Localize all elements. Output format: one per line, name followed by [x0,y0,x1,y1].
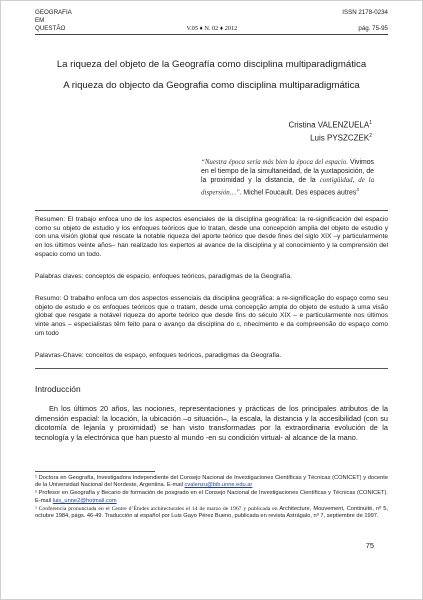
abstract-top-rule [35,210,388,211]
abstract-spanish: Resumen: El trabajo enfoca uno de los aspectos esenciales de la disciplina geográfica: la re-significación del espacio como su objeto de estudio y los enfoques teóricos que lo tratan, desde una concepción amplia del objeto de estudio y con una visión global que rescate la notable riqueza del aporte teórico que desde fines del siglo XIX –y particularmente en los últimos veinte años– han realizado los expertos al avance de la disciplina y al conocimiento y la comprensión del espacio como un todo. [35,216,388,258]
epigraph-note-ref: 3 [356,187,359,192]
page-number: 75 [365,541,374,550]
abstract-portuguese: Resumo: O trabalho enfoca um dos aspectos essenciais da disciplina geográfica: a re-significação do espaço como seu objeto de estudo e os enfoques teóricos que o tratam, desde uma concepção ampla do objeto de estudo à uma visão global que resgate a notável riqueza do aporte teórico que desde fins do século XIX – e particularmente nos últimos vinte anos – especialistas têm feito para o avanço da disciplina do c, nhecimento e da compreensão do espaço como um todo [35,295,388,337]
page-range: pág. 75-95 [358,25,388,32]
epigraph-source: Des espaces autres [295,189,357,197]
author-1: Cristina VALENZUELA$^1$ [288,120,372,130]
journal-name-line2: EM [35,17,45,24]
title-portuguese: A riqueza do objecto da Geografia como disciplina multiparadigmática [63,80,360,91]
keywords-portuguese: Palavras-Chave: conceitos de espaço, enfoques teóricos, paradigmas da Geografia. [35,352,282,359]
epigraph [201,158,374,197]
epigraph-quote-end: contigüidad, de la dispersión…”. [201,177,375,197]
journal-name-line3: QUESTÃO [35,25,66,32]
footnote-rule [35,471,155,472]
title-spanish: La riqueza del objeto de la Geografía como disciplina multiparadigmática [56,59,367,70]
footnote-1: ¹ Doctora en Geografía, Investigadora Independiente del Consejo Nacional de Investigaciones Científicas y Técnicas (CONICET) y docente de la Universidad Nacional del Nordeste, Argentina. E-mail cvalenzu@bib.unne.edu.ar [35,475,388,489]
footnote-3: ³ Conferencia pronunciada en el Centre d’Études architecturales el 14 de marzo de 1967 y publicada en Architecture, Mouvement, Continuité, nº 5, octubre 1984, págs. 46-49. Traducción al español por Luis Gayo Pérez Bueno, publicada en revista Astrágalo, nº 7, septiembre de 1997. [35,505,389,520]
keywords-spanish: Palabras claves: conceptos de espacio, enfoques teóricos, paradigmas de la Geografía. [35,273,292,280]
email-link-valenzuela[interactable]: cvalenzu@bib.unne.edu.ar [184,482,253,489]
epigraph-quote-middle: Vivimos en el tiempo de la simultaneidad, de la yuxtaposición, de la proximidad y la distancia, de la [201,159,374,184]
introduction-paragraph: En los últimos 20 años, las nociones, representaciones y prácticas de los principales atributos de la dimensión espacial: la locación, la ubicación –o situación–, la escala, la distancia y la accesibilidad (con su dicotomía de lejanía y proximidad) se han visto transformadas por la extraordinaria evolución de la tecnología y la electrónica que han puesto al mundo -en su condición virtual- al alcance de la mano. [35,404,388,442]
abstract-bottom-rule [35,368,388,369]
epigraph-author: Michel Foucault. [243,189,294,197]
footnotes [35,475,388,521]
journal-name-line1: GEOGRAFIA [35,9,72,16]
issn: ISSN 2178-0234 [342,9,388,16]
epigraph-quote-start: “Nuestra época sería más bien la época del espacio. [201,159,348,166]
author-2: Luis PYSZCZEK$^2$ [310,132,372,143]
author-list [288,118,372,143]
volume-issue: V.05 ♦ N. 02 ♦ 2012 [186,25,238,32]
email-link-pyszczek[interactable]: luis_unne2@hotmail.com [52,497,117,504]
journal-header [35,9,388,35]
footnote-2: ² Profesor en Geografía y Becario de formación de posgrado en el Consejo Nacional de Investigaciones Científicas y Técnicas (CONICET). E-mail luis_unne2@hotmail.com [35,490,388,504]
section-title-introduccion: Introducción [35,384,81,394]
